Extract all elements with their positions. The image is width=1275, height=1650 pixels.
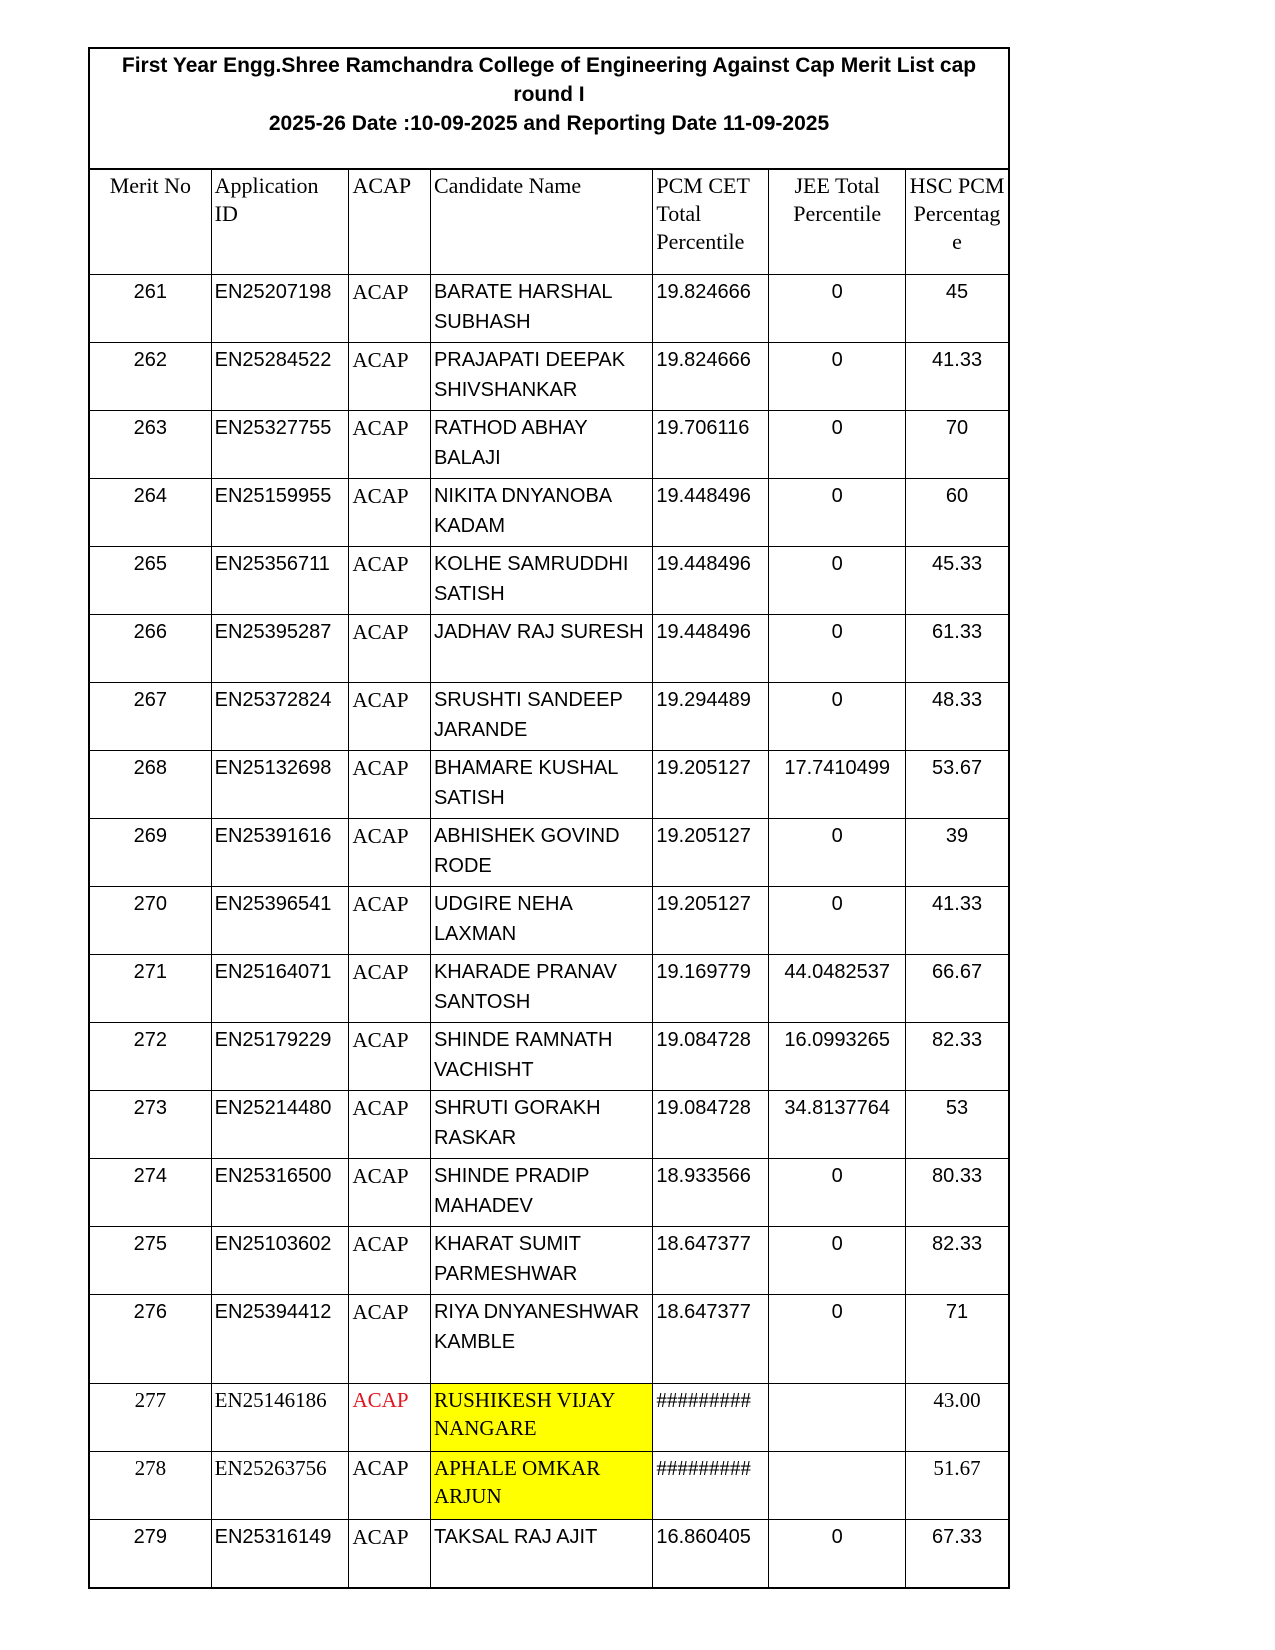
jee-cell: 0 bbox=[769, 1295, 906, 1384]
merit-no-cell: 262 bbox=[90, 343, 211, 411]
merit-no-cell: 278 bbox=[90, 1452, 211, 1520]
acap-cell: ACAP bbox=[349, 1023, 430, 1091]
merit-no-cell: 269 bbox=[90, 819, 211, 887]
application-id-cell: EN25159955 bbox=[211, 479, 349, 547]
acap-cell: ACAP bbox=[349, 887, 430, 955]
acap-cell: ACAP bbox=[349, 1452, 430, 1520]
application-id-cell: EN25316500 bbox=[211, 1159, 349, 1227]
pcm-cet-cell: 18.647377 bbox=[653, 1295, 769, 1384]
candidate-name-cell: JADHAV RAJ SURESH bbox=[430, 615, 652, 683]
acap-cell: ACAP bbox=[349, 479, 430, 547]
application-id-cell: EN25395287 bbox=[211, 615, 349, 683]
table-row bbox=[90, 1520, 1008, 1588]
pcm-cet-cell: 19.169779 bbox=[653, 955, 769, 1023]
application-id-cell: EN25356711 bbox=[211, 547, 349, 615]
acap-cell: ACAP bbox=[349, 683, 430, 751]
pcm-cet-cell: 19.205127 bbox=[653, 751, 769, 819]
candidate-name-cell: PRAJAPATI DEEPAK SHIVSHANKAR bbox=[430, 343, 652, 411]
pcm-cet-cell: 19.448496 bbox=[653, 479, 769, 547]
pcm-cet-cell: ######### bbox=[653, 1384, 769, 1452]
application-id-cell: EN25316149 bbox=[211, 1520, 349, 1588]
merit-no-cell: 270 bbox=[90, 887, 211, 955]
candidate-name-cell: RATHOD ABHAY BALAJI bbox=[430, 411, 652, 479]
candidate-name-cell: SHRUTI GORAKH RASKAR bbox=[430, 1091, 652, 1159]
header-candidate-name: Candidate Name bbox=[430, 170, 652, 275]
pcm-cet-cell: 19.205127 bbox=[653, 819, 769, 887]
merit-no-cell: 275 bbox=[90, 1227, 211, 1295]
merit-no-cell: 272 bbox=[90, 1023, 211, 1091]
table-row bbox=[90, 547, 1008, 615]
pcm-cet-cell: 19.824666 bbox=[653, 343, 769, 411]
pcm-cet-cell: 19.448496 bbox=[653, 547, 769, 615]
merit-no-cell: 266 bbox=[90, 615, 211, 683]
application-id-cell: EN25103602 bbox=[211, 1227, 349, 1295]
application-id-cell: EN25391616 bbox=[211, 819, 349, 887]
acap-cell: ACAP bbox=[349, 343, 430, 411]
header-merit-no: Merit No bbox=[90, 170, 211, 275]
jee-cell: 0 bbox=[769, 683, 906, 751]
jee-cell: 0 bbox=[769, 1520, 906, 1588]
application-id-cell: EN25394412 bbox=[211, 1295, 349, 1384]
pcm-cet-cell: 18.647377 bbox=[653, 1227, 769, 1295]
candidate-name-cell: KHARAT SUMIT PARMESHWAR bbox=[430, 1227, 652, 1295]
table-row bbox=[90, 1295, 1008, 1384]
application-id-cell: EN25132698 bbox=[211, 751, 349, 819]
table-row bbox=[90, 479, 1008, 547]
hsc-cell: 82.33 bbox=[906, 1227, 1008, 1295]
merit-no-cell: 274 bbox=[90, 1159, 211, 1227]
merit-no-cell: 265 bbox=[90, 547, 211, 615]
candidate-name-cell: BARATE HARSHAL SUBHASH bbox=[430, 275, 652, 343]
document-title bbox=[90, 49, 1008, 170]
application-id-cell: EN25164071 bbox=[211, 955, 349, 1023]
table-row bbox=[90, 411, 1008, 479]
application-id-cell: EN25396541 bbox=[211, 887, 349, 955]
table-row bbox=[90, 683, 1008, 751]
jee-cell: 0 bbox=[769, 411, 906, 479]
hsc-cell: 41.33 bbox=[906, 343, 1008, 411]
merit-no-cell: 271 bbox=[90, 955, 211, 1023]
title-line-2: 2025-26 Date :10-09-2025 and Reporting Date 11-09-2025 bbox=[268, 112, 830, 135]
table-row bbox=[90, 615, 1008, 683]
merit-no-cell: 264 bbox=[90, 479, 211, 547]
hsc-cell: 70 bbox=[906, 411, 1008, 479]
jee-cell: 17.7410499 bbox=[769, 751, 906, 819]
application-id-cell: EN25284522 bbox=[211, 343, 349, 411]
table-row bbox=[90, 1227, 1008, 1295]
merit-list-sheet bbox=[88, 47, 1010, 1589]
jee-cell: 0 bbox=[769, 615, 906, 683]
hsc-cell: 39 bbox=[906, 819, 1008, 887]
pcm-cet-cell: 18.933566 bbox=[653, 1159, 769, 1227]
candidate-name-cell: SHINDE PRADIP MAHADEV bbox=[430, 1159, 652, 1227]
acap-cell: ACAP bbox=[349, 751, 430, 819]
application-id-cell: EN25207198 bbox=[211, 275, 349, 343]
jee-cell: 0 bbox=[769, 547, 906, 615]
table-row bbox=[90, 275, 1008, 343]
candidate-name-cell: RUSHIKESH VIJAY NANGARE bbox=[430, 1384, 652, 1452]
candidate-name-cell: KHARADE PRANAV SANTOSH bbox=[430, 955, 652, 1023]
pcm-cet-cell: 19.084728 bbox=[653, 1023, 769, 1091]
pcm-cet-cell: 19.294489 bbox=[653, 683, 769, 751]
header-jee: JEE Total Percentile bbox=[769, 170, 906, 275]
merit-no-cell: 263 bbox=[90, 411, 211, 479]
jee-cell: 0 bbox=[769, 819, 906, 887]
header-application-id: Application ID bbox=[211, 170, 349, 275]
application-id-cell: EN25146186 bbox=[211, 1384, 349, 1452]
pcm-cet-cell: ######### bbox=[653, 1452, 769, 1520]
merit-no-cell: 273 bbox=[90, 1091, 211, 1159]
application-id-cell: EN25372824 bbox=[211, 683, 349, 751]
candidate-name-cell: RIYA DNYANESHWAR KAMBLE bbox=[430, 1295, 652, 1384]
candidate-name-cell: BHAMARE KUSHAL SATISH bbox=[430, 751, 652, 819]
acap-cell: ACAP bbox=[349, 1295, 430, 1384]
pcm-cet-cell: 19.448496 bbox=[653, 615, 769, 683]
hsc-cell: 60 bbox=[906, 479, 1008, 547]
acap-cell: ACAP bbox=[349, 615, 430, 683]
merit-no-cell: 268 bbox=[90, 751, 211, 819]
hsc-cell: 53 bbox=[906, 1091, 1008, 1159]
table-row bbox=[90, 751, 1008, 819]
table-row bbox=[90, 1384, 1008, 1452]
jee-cell: 0 bbox=[769, 1159, 906, 1227]
table-row bbox=[90, 887, 1008, 955]
hsc-cell: 51.67 bbox=[906, 1452, 1008, 1520]
application-id-cell: EN25263756 bbox=[211, 1452, 349, 1520]
acap-cell: ACAP bbox=[349, 275, 430, 343]
acap-cell: ACAP bbox=[349, 955, 430, 1023]
acap-cell: ACAP bbox=[349, 819, 430, 887]
hsc-cell: 53.67 bbox=[906, 751, 1008, 819]
jee-cell bbox=[769, 1384, 906, 1452]
acap-cell: ACAP bbox=[349, 547, 430, 615]
table-row bbox=[90, 955, 1008, 1023]
title-line-1: First Year Engg.Shree Ramchandra College of Engineering Against Cap Merit List cap round I bbox=[121, 54, 977, 106]
hsc-cell: 82.33 bbox=[906, 1023, 1008, 1091]
application-id-cell: EN25179229 bbox=[211, 1023, 349, 1091]
hsc-cell: 80.33 bbox=[906, 1159, 1008, 1227]
application-id-cell: EN25327755 bbox=[211, 411, 349, 479]
merit-no-cell: 279 bbox=[90, 1520, 211, 1588]
header-pcm-cet: PCM CET Total Percentile bbox=[653, 170, 769, 275]
candidate-name-cell: APHALE OMKAR ARJUN bbox=[430, 1452, 652, 1520]
application-id-cell: EN25214480 bbox=[211, 1091, 349, 1159]
candidate-name-cell: KOLHE SAMRUDDHI SATISH bbox=[430, 547, 652, 615]
acap-cell: ACAP bbox=[349, 1384, 430, 1452]
header-row bbox=[90, 170, 1008, 275]
pcm-cet-cell: 19.205127 bbox=[653, 887, 769, 955]
merit-no-cell: 277 bbox=[90, 1384, 211, 1452]
table-row bbox=[90, 1452, 1008, 1520]
table-row bbox=[90, 343, 1008, 411]
pcm-cet-cell: 19.706116 bbox=[653, 411, 769, 479]
jee-cell: 0 bbox=[769, 343, 906, 411]
merit-no-cell: 267 bbox=[90, 683, 211, 751]
table-row bbox=[90, 819, 1008, 887]
jee-cell: 34.8137764 bbox=[769, 1091, 906, 1159]
merit-no-cell: 276 bbox=[90, 1295, 211, 1384]
candidate-name-cell: TAKSAL RAJ AJIT bbox=[430, 1520, 652, 1588]
pcm-cet-cell: 19.824666 bbox=[653, 275, 769, 343]
candidate-name-cell: SRUSHTI SANDEEP JARANDE bbox=[430, 683, 652, 751]
table-row bbox=[90, 1091, 1008, 1159]
hsc-cell: 45.33 bbox=[906, 547, 1008, 615]
jee-cell bbox=[769, 1452, 906, 1520]
pcm-cet-cell: 16.860405 bbox=[653, 1520, 769, 1588]
hsc-cell: 45 bbox=[906, 275, 1008, 343]
jee-cell: 0 bbox=[769, 1227, 906, 1295]
jee-cell: 16.0993265 bbox=[769, 1023, 906, 1091]
acap-cell: ACAP bbox=[349, 1159, 430, 1227]
acap-cell: ACAP bbox=[349, 1520, 430, 1588]
merit-table bbox=[90, 170, 1008, 1587]
table-row bbox=[90, 1023, 1008, 1091]
hsc-cell: 71 bbox=[906, 1295, 1008, 1384]
acap-cell: ACAP bbox=[349, 411, 430, 479]
candidate-name-cell: UDGIRE NEHA LAXMAN bbox=[430, 887, 652, 955]
hsc-cell: 61.33 bbox=[906, 615, 1008, 683]
jee-cell: 0 bbox=[769, 275, 906, 343]
jee-cell: 44.0482537 bbox=[769, 955, 906, 1023]
pcm-cet-cell: 19.084728 bbox=[653, 1091, 769, 1159]
candidate-name-cell: ABHISHEK GOVIND RODE bbox=[430, 819, 652, 887]
header-acap: ACAP bbox=[349, 170, 430, 275]
hsc-cell: 66.67 bbox=[906, 955, 1008, 1023]
hsc-cell: 43.00 bbox=[906, 1384, 1008, 1452]
table-row bbox=[90, 1159, 1008, 1227]
acap-cell: ACAP bbox=[349, 1091, 430, 1159]
jee-cell: 0 bbox=[769, 887, 906, 955]
jee-cell: 0 bbox=[769, 479, 906, 547]
merit-no-cell: 261 bbox=[90, 275, 211, 343]
acap-cell: ACAP bbox=[349, 1227, 430, 1295]
candidate-name-cell: NIKITA DNYANOBA KADAM bbox=[430, 479, 652, 547]
header-hsc: HSC PCM Percentag e bbox=[906, 170, 1008, 275]
hsc-cell: 41.33 bbox=[906, 887, 1008, 955]
hsc-cell: 67.33 bbox=[906, 1520, 1008, 1588]
candidate-name-cell: SHINDE RAMNATH VACHISHT bbox=[430, 1023, 652, 1091]
hsc-cell: 48.33 bbox=[906, 683, 1008, 751]
